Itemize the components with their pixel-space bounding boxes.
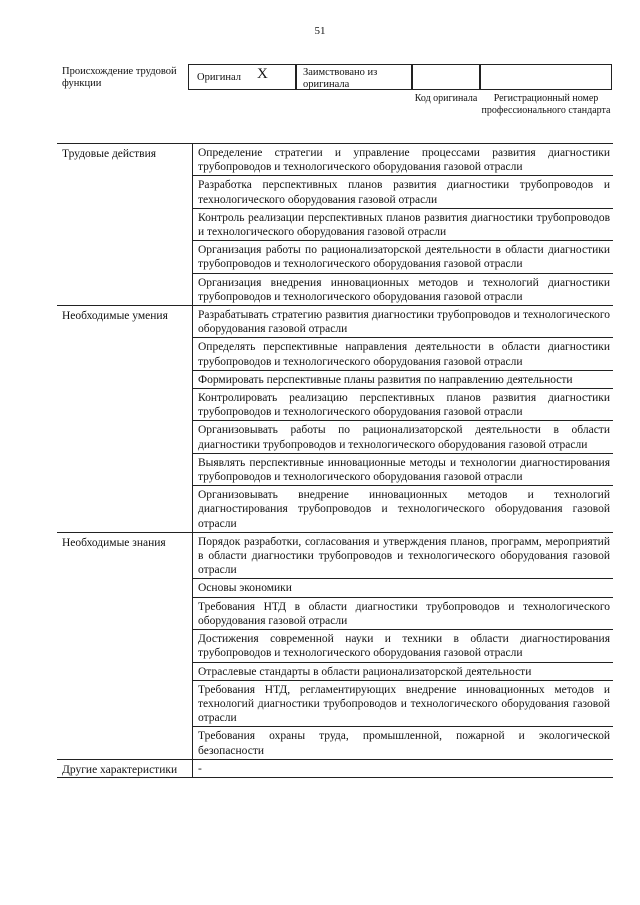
table-row: Организовывать внедрение инновационных методов и технологий диагностирования трубопроводов и технологического оборудования газовой отрасли	[193, 485, 613, 532]
section-label: Необходимые умения	[57, 306, 193, 532]
table-section	[57, 759, 613, 777]
table-row: Контролировать реализацию перспективных планов развития диагностики трубопроводов и технологического оборудования газовой отрасли	[193, 388, 613, 420]
table-row: Порядок разработки, согласования и утверждения планов, программ, мероприятий в области диагностики трубопроводов и технологического оборудования газовой отрасли	[198, 535, 610, 577]
table-row: Разработка перспективных планов развития диагностики трубопроводов и технологического оборудования газовой отрасли	[193, 175, 613, 207]
table-row: Организация работы по рационализаторской деятельности в области диагностики трубопроводов и технологического оборудования газовой отрасли	[193, 240, 613, 272]
section-label: Трудовые действия	[57, 144, 193, 305]
section-items	[193, 760, 613, 777]
table-row: Контроль реализации перспективных планов развития диагностики трубопроводов и технологического оборудования газовой отрасли	[193, 208, 613, 240]
table-section	[57, 532, 613, 759]
table-row: -	[198, 762, 202, 775]
code-cell	[412, 64, 480, 90]
original-mark: X	[257, 66, 268, 82]
section-label: Другие характеристики	[57, 760, 193, 777]
page-number: 51	[314, 25, 326, 37]
code-caption: Код оригинала	[414, 93, 478, 104]
reg-number-cell	[480, 64, 612, 90]
table-row: Требования НТД, регламентирующих внедрение инновационных методов и технологий диагностики трубопроводов и технологического оборудования газовой отрасли	[193, 680, 613, 727]
section-items	[193, 306, 613, 532]
original-label: Оригинал	[197, 72, 241, 83]
table-row: Формировать перспективные планы развития по направлению деятельности	[193, 370, 613, 388]
section-label: Необходимые знания	[57, 533, 193, 759]
table-row: Выявлять перспективные инновационные методы и технологии диагностирования трубопроводов и технологического оборудования газовой отрасли	[193, 453, 613, 485]
section-items	[193, 144, 613, 305]
table-row: Достижения современной науки и техники в области диагностирования трубопроводов и технологического оборудования газовой отрасли	[193, 629, 613, 661]
section-items	[193, 533, 613, 759]
table-row: Определение стратегии и управление процессами развития диагностики трубопроводов и технологического оборудования газовой отрасли	[198, 147, 610, 174]
table-row: Определять перспективные направления деятельности в области диагностики трубопроводов и технологического оборудования газовой отрасли	[193, 337, 613, 369]
table-row: Требования охраны труда, промышленной, пожарной и экологической безопасности	[193, 726, 613, 758]
reg-caption: Регистрационный номер профессионального стандарта	[481, 93, 611, 116]
origin-label: Происхождение трудовой функции	[62, 66, 177, 89]
table-section	[57, 305, 613, 532]
table-row: Организация внедрения инновационных методов и технологий диагностики трубопроводов и технологического оборудования газовой отрасли	[193, 273, 613, 305]
table-row: Основы экономики	[193, 578, 613, 596]
borrowed-label: Заимствовано из оригинала	[296, 64, 412, 90]
labor-function-table	[57, 143, 613, 778]
table-section	[57, 144, 613, 305]
table-row: Организовывать работы по рационализаторской деятельности в области диагностики трубопроводов и технологического оборудования газовой отрасли	[193, 420, 613, 452]
origin-original-cell	[188, 64, 296, 90]
table-row: Отраслевые стандарты в области рационализаторской деятельности	[193, 662, 613, 680]
table-row: Требования НТД в области диагностики трубопроводов и технологического оборудования газовой отрасли	[193, 597, 613, 629]
table-row: Разрабатывать стратегию развития диагностики трубопроводов и технологического оборудования газовой отрасли	[198, 309, 610, 336]
